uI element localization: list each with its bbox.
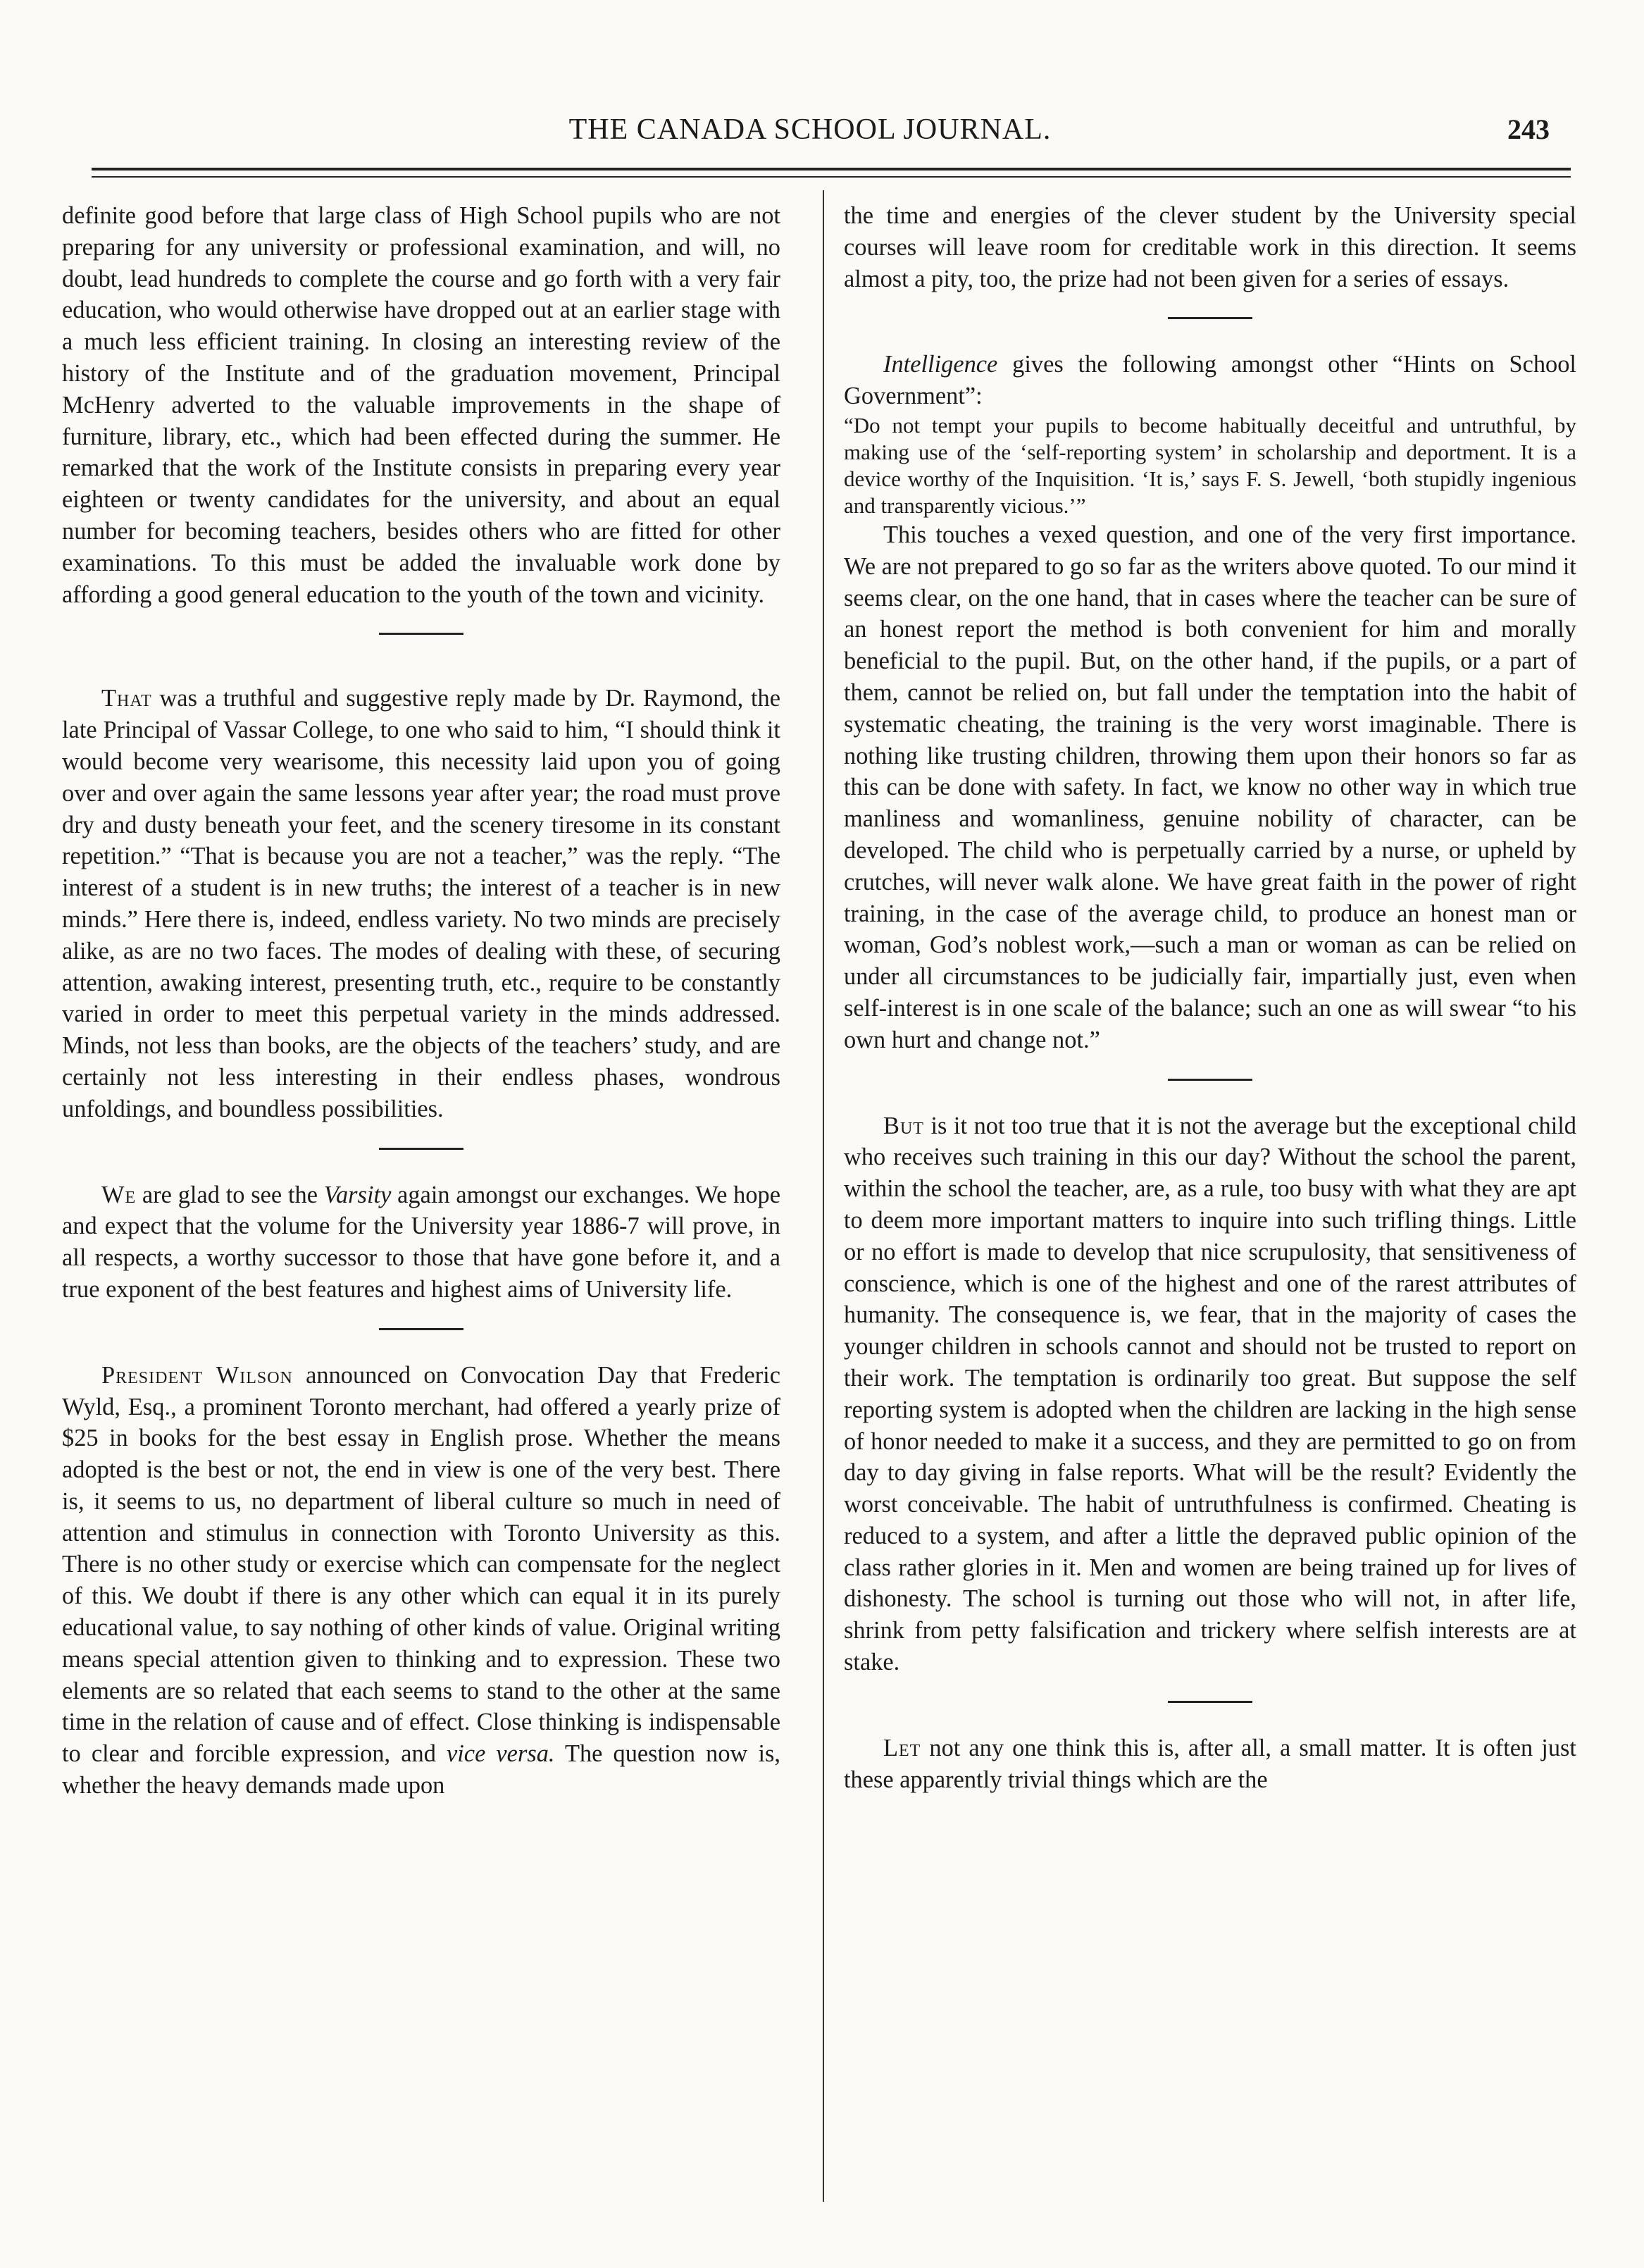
paragraph-intelligence bbox=[844, 349, 1576, 412]
running-title: THE CANADA SCHOOL JOURNAL. bbox=[568, 113, 1052, 146]
paragraph-text: was a truthful and suggestive reply made by Dr. Raymond, the late Principal of Vassar College, to one who said to him, “I should think it would become very wearisome, this necessity laid upon you of going over and over again the same lessons year after year; the road must prove dry and dusty beneath your feet, and the scenery tiresome in its constant repetition.” “That is because you are not a teacher,” was the reply. “The interest of a student is in new truths; the interest of a teacher is in new minds.” Here there is, indeed, endless variety. No two minds are precisely alike, as are no two faces. The modes of dealing with these, of securing attention, awaking interest, presenting truth, etc., require to be constantly varied in order to meet this perpetual variety in the minds addressed. Minds, not less than books, are the objects of the teachers’ study, and are certainly not less interesting in their endless phases, wondrous unfoldings, and boundless possibilities. bbox=[62, 685, 780, 1122]
lead-word: Let bbox=[883, 1734, 921, 1761]
paragraph-small-matter bbox=[844, 1733, 1576, 1796]
section-separator bbox=[379, 633, 463, 635]
section-separator bbox=[1168, 1079, 1252, 1081]
lead-word: That bbox=[101, 685, 152, 712]
paragraph-text: are glad to see the bbox=[136, 1181, 324, 1208]
paragraph-prize-continued: the time and energies of the clever student by the University special courses will leave room for creditable work in this direction. It seems almost a pity, too, the prize had not been given for a series of essays. bbox=[844, 202, 1576, 292]
header-rule bbox=[92, 168, 1571, 171]
intelligence-title: Intelligence bbox=[883, 351, 998, 378]
right-column bbox=[844, 200, 1576, 1795]
paragraph-raymond bbox=[62, 683, 780, 1124]
varsity-title: Varsity bbox=[323, 1181, 392, 1208]
left-column bbox=[62, 200, 780, 1802]
section-gap bbox=[62, 664, 780, 683]
paragraph-wilson bbox=[62, 1360, 780, 1802]
paragraph-text: again amongst our exchanges. We hope and expect that the volume for the University year 1886-7 will prove, in all respects, a worthy successor to those that have gone before it, and a true exponent of the best features and highest aims of University life. bbox=[62, 1181, 780, 1303]
paragraph-text: gives the following amongst other “Hints on School Government”: bbox=[844, 351, 1576, 410]
section-separator bbox=[1168, 317, 1252, 319]
section-separator bbox=[1168, 1701, 1252, 1703]
paragraph-text: is it not too true that it is not the average but the exceptional child who receives such training in this our day? Without the school the parent, within the school the teacher, are, as a rule, too busy with what they are apt to deem more important matters to inquire into such trifling things. Little or no effort is made to develop that nice scrupulosity, that sensitiveness of conscience, which is one of the highest and one of the rarest attributes of humanity. The consequence is, we fear, that in the majority of cases the younger children in schools cannot and should not be trusted to report on their work. The temptation is ordinarily too great. But suppose the self reporting system is adopted when the children are lacking in the high sense of honor needed to make it a success, and they are permitted to go on from day to day giving in false reports. What will be the result? Evidently the worst conceivable. The habit of untruthfulness is confirmed. Cheating is reduced to a system, and after a little the depraved public opinion of the class rather glories in it. Men and women are being trained up for lives of dishonesty. The school is turning out those who will not, in after life, shrink from petty falsification and trickery where selfish interests are at stake. bbox=[844, 1112, 1576, 1676]
paragraph-text: The question now is, whether the heavy demands made upon bbox=[62, 1740, 780, 1799]
paragraph-vexed-question: This touches a vexed question, and one of the very first importance. We are not prepared to go so far as the writers above quoted. To our mind it seems clear, on the one hand, that in cases where the teacher can be sure of an honest report the method is both convenient for him and morally beneficial to the pupil. But, on the other hand, if the pupils, or a part of them, cannot be relied on, but fall under the temptation into the habit of systematic cheating, the training is the very worst imaginable. There is nothing like trusting children, throwing them upon their honors so far as this can be done with safety. In fact, we know no other way in which true manliness and womanliness, genuine nobility of character, can be developed. The child who is perpetually carried by a nurse, or upheld by crutches, will never walk alone. We have great faith in the power of right training, in the case of the average child, to produce an honest man or woman, God’s noblest work,—such a man or woman as can be relied on under all circumstances to be judicially fair, impartially just, even when self-interest is in one scale of the balance; such an one as will swear “to his own hurt and change not.” bbox=[844, 521, 1576, 1053]
lead-word: President Wilson bbox=[101, 1361, 293, 1389]
vice-versa: vice versa. bbox=[446, 1740, 555, 1768]
paragraph-text: not any one think this is, after all, a small matter. It is often just these apparently trivial things which are the bbox=[844, 1734, 1576, 1793]
paragraph-varsity bbox=[62, 1179, 780, 1306]
lead-word: But bbox=[883, 1112, 924, 1139]
paragraph-exceptional-child bbox=[844, 1110, 1576, 1678]
section-separator bbox=[379, 1328, 463, 1330]
paragraph-text: announced on Convocation Day that Frederic Wyld, Esq., a prominent Toronto merchant, had offered a yearly prize of $25 in books for the best essay in English prose. Whether the means adopted is the best or not, the end in view is one of the very best. There is, it seems to us, no department of liberal culture so much in need of attention and stimulus in connection with Toronto University as this. There is no other study or exercise which can compensate for the neglect of this. We doubt if there is any other which can equal it in its purely educational value, to say nothing of other kinds of value. Original writing means special attention given to thinking and to expression. These two elements are so related that each seems to stand to the other at the same time in the relation of cause and of effect. Close thinking is indispensable to clear and forcible expression, and bbox=[62, 1361, 780, 1768]
lead-word: We bbox=[101, 1181, 137, 1208]
page-header bbox=[42, 113, 1578, 155]
header-rule-thin bbox=[92, 176, 1571, 178]
paragraph-institute: definite good before that large class of High School pupils who are not preparing for any university or professional examination, and will, no doubt, lead hundreds to complete the course and go forth with a very fair education, who would otherwise have dropped out at an earlier stage with a much less efficient training. In closing an interesting review of the history of the Institute and of the graduation movement, Principal McHenry adverted to the valuable improvements in the shape of furniture, library, etc., which had been effected during the summer. He remarked that the work of the Institute consists in preparing every year eighteen or twenty candidates for the university, and about an equal number for becoming teachers, besides others who are fitted for other examinations. To this must be added the invaluable work done by affording a good general education to the youth of the town and vicinity. bbox=[62, 202, 780, 608]
column-divider bbox=[823, 190, 824, 2202]
block-quote: “Do not tempt your pupils to become habitually deceitful and untruthful, by making use of the ‘self-reporting system’ in scholarship and deportment. It is a device worthy of the Inquisition. ‘It is,’ says F. S. Jewell, ‘both stupidly ingenious and transparently vicious.’” bbox=[844, 412, 1576, 518]
section-separator bbox=[379, 1148, 463, 1150]
page-number: 243 bbox=[1507, 113, 1550, 145]
